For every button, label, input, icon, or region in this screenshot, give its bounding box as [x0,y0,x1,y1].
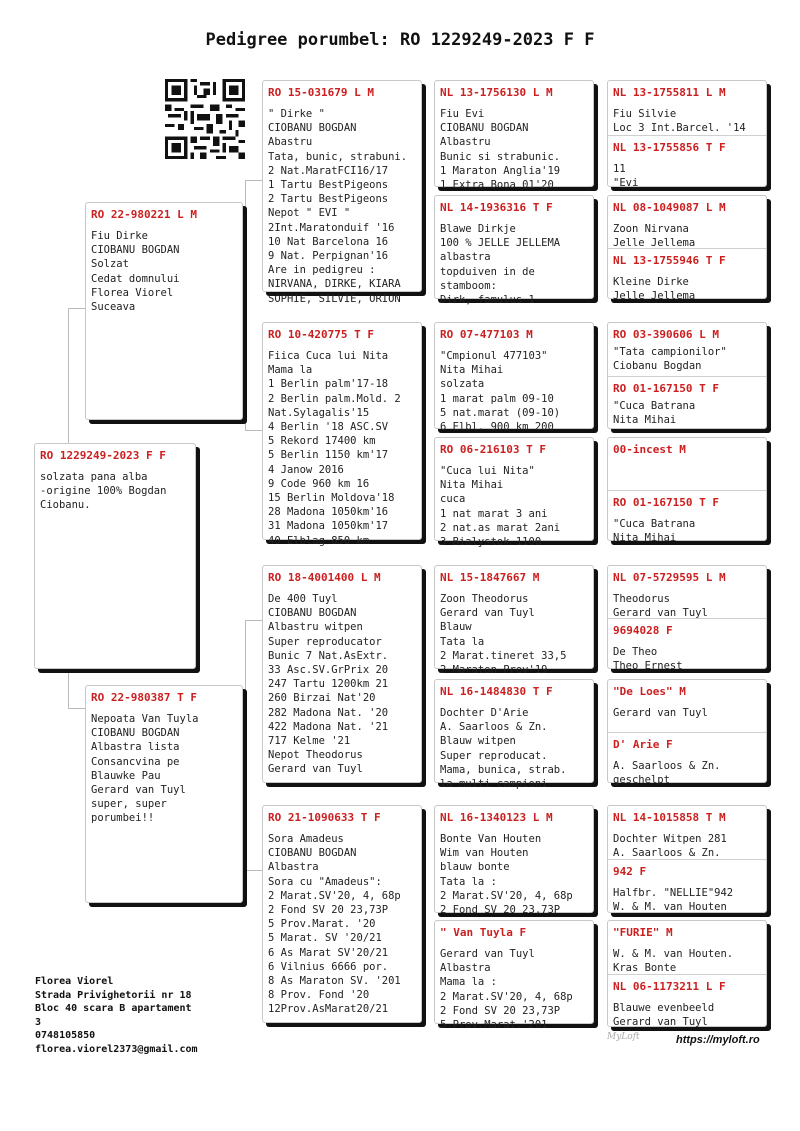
ring-number: NL 14-1015858 T M [613,811,726,824]
pigeon-notes: "Cmpionul 477103" Nita Mihai solzata 1 marat palm 09-10 5 nat.marat (09-10) 6 Elbl. 900 km 200 [440,350,561,434]
pigeon-notes: solzata pana alba -origine 100% Bogdan Ciobanu. [40,471,167,512]
ring-number: RO 03-390606 L M [613,328,719,341]
owner-apartment: 3 [35,1016,42,1028]
ring-number: NL 14-1936316 T F [440,201,553,214]
owner-email: florea.viorel2373@gmail.com [35,1043,198,1055]
myloft-logo: MyLoft [607,1032,640,1042]
ring-number: NL 13-1755811 L M [613,86,726,99]
great-grandparent-card[interactable] [434,805,594,917]
ring-number: NL 13-1755946 T F [613,254,726,267]
pigeon-notes: Sora Amadeus CIOBANU BOGDAN Albastra Sora cu "Amadeus": 2 Marat.SV'20, 4, 68p 2 Fond SV 20 23,73P 5 Prov.Marat. '20 5 Marat. SV '20/21 6 As Marat SV'20/21 6 Vilnius 6666 por. 8 As Maraton SV. '201 8 Prov. Fond '20 12Prov.AsMarat20/21 [268,833,401,1016]
great-grandparent-card[interactable] [434,80,594,192]
pigeon-notes: Halfbr. "NELLIE"942 W. & M. van Houten [613,887,734,914]
ring-number: NL 08-1049087 L M [613,201,726,214]
great-grandparent-card[interactable] [434,195,594,307]
paternal-grandmother-card[interactable] [262,322,422,547]
connector-line [245,180,246,430]
great-great-grandparents-card[interactable] [607,322,767,429]
ring-number: NL 07-5729595 L M [613,571,726,584]
page-title: Pedigree porumbel: RO 1229249-2023 F F [205,30,595,50]
qr-code-icon [165,79,245,159]
owner-block: Bloc 40 scara B apartament [35,1003,192,1015]
ring-number: 942 F [613,865,647,878]
owner-name: Florea Viorel [35,976,114,987]
pigeon-notes: 11 "Evi [613,163,639,190]
pigeon-notes: Gerard van Tuyl [613,707,708,719]
pigeon-notes: Fiu Evi CIOBANU BOGDAN Albastru Bunic si strabunic. 1 Maraton Anglia'19 1 Extra Bona 01'20 [440,108,561,192]
pigeon-notes: Dochter Witpen 281 A. Saarloos & Zn. [613,833,727,860]
ring-number: D' Arie F [613,738,673,751]
ring-number: NL 13-1755856 T F [613,141,726,154]
ring-number: RO 21-1090633 T F [268,811,381,824]
great-great-grandparents-card[interactable] [607,565,767,673]
connector-line [68,708,85,709]
pigeon-notes: Bonte Van Houten Wim van Houten blauw bonte Tata la : 2 Marat.SV'20, 4, 68p 2 Fond SV 20 23,73P [440,833,573,917]
pigeon-notes: " Dirke " CIOBANU BOGDAN Abastru Tata, bunic, strabuni. 2 Nat.MaratFCI16/17 1 Tartu BestPigeons 2 Tartu BestPigeons Nepot " EVI " 2Int.Maratonduif '16 10 Nat Barcelona 16 9 Nat. Perpignan'16 Are in pedigreu : NIRVANA, DIRKE, KIARA SOPHIE, SILVIE, ORION [268,108,408,305]
pigeon-notes: De Theo Theo Ernest [613,646,683,673]
footer-link[interactable]: https://myloft.ro [676,1034,760,1046]
owner-phone: 0748105850 [35,1030,96,1042]
connector-line [245,180,262,181]
ring-number: RO 18-4001400 L M [268,571,381,584]
paternal-grandfather-card[interactable] [262,80,422,305]
pigeon-notes: Zoon Nirvana Jelle Jellema [613,223,696,250]
ring-number: RO 06-216103 T F [440,443,546,456]
owner-street: Strada Privighetorii nr 18 [35,989,192,1001]
subject-card[interactable] [34,443,196,669]
great-great-grandparents-card[interactable] [607,80,767,190]
ring-number: RO 22-980387 T F [91,691,197,704]
ring-number: RO 15-031679 L M [268,86,374,99]
ring-number: RO 10-420775 T F [268,328,374,341]
ring-number: NL 06-1173211 L F [613,980,726,993]
connector-line [245,870,262,871]
ring-number: 9694028 F [613,624,673,637]
great-grandparent-card[interactable] [434,920,594,1032]
pigeon-notes: Kleine Dirke Jelle Jellema [613,276,696,303]
ring-number: RO 22-980221 L M [91,208,197,221]
great-grandparent-card[interactable] [434,437,594,549]
great-grandparent-card[interactable] [434,565,594,677]
ring-number: NL 16-1340123 L M [440,811,553,824]
mother-card[interactable] [85,685,243,903]
ring-number: 00-incest M [613,443,686,456]
ring-number: "FURIE" M [613,926,673,939]
pigeon-notes: Gerard van Tuyl Albastra Mama la : 2 Marat.SV'20, 4, 68p 2 Fond SV 20 23,73P 5 Prov.Marat.'201 [440,948,573,1032]
pigeon-notes: "Cuca lui Nita" Nita Mihai cuca 1 nat marat 3 ani 2 nat.as marat 2ani 3 Bialystok 1100 [440,465,561,549]
pigeon-notes: W. & M. van Houten. Kras Bonte [613,948,734,975]
pigeon-notes: De 400 Tuyl CIOBANU BOGDAN Albastru witpen Super reproducator Bunic 7 Nat.AsExtr. 33 Asc.SV.GrPrix 20 247 Tartu 1200km 21 260 Birzai Nat'20 282 Madona Nat. '20 422 Madona Nat. '21 717 Kelme '21 Nepot Theodorus Gerard van Tuyl [268,593,389,776]
ring-number: NL 13-1756130 L M [440,86,553,99]
pigeon-notes: Blawe Dirkje 100 % JELLE JELLEMA albastra topduiven in de stamboom: Dirk, famulus 1 [440,223,561,307]
pigeon-notes: "Cuca Batrana Nita Mihai [613,518,696,545]
maternal-grandmother-card[interactable] [262,805,422,1023]
ring-number: RO 01-167150 T F [613,382,719,395]
maternal-grandfather-card[interactable] [262,565,422,783]
ring-number: NL 16-1484830 T F [440,685,553,698]
pigeon-notes: A. Saarloos & Zn. geschelpt [613,760,721,787]
great-great-grandparents-card[interactable] [607,920,767,1027]
connector-line [68,308,85,309]
pigeon-notes: Fiu Silvie Loc 3 Int.Barcel. '14 [613,108,746,135]
great-grandparent-card[interactable] [434,322,594,434]
great-great-grandparents-card[interactable] [607,805,767,913]
ring-number: RO 01-167150 T F [613,496,719,509]
pigeon-notes: Zoon Theodorus Gerard van Tuyl Blauw Tata la 2 Marat.tineret 33,5 2 Maraton Prov'19 [440,593,567,677]
pigeon-notes: Fiica Cuca lui Nita Mama la 1 Berlin palm'17-18 2 Berlin palm.Mold. 2 Nat.Sylagalis'15 4 Berlin '18 ASC.SV 5 Rekord 17400 km 5 Berlin 1150 km'17 4 Janow 2016 9 Code 960 km 16 15 Berlin Moldova'18 28 Madona 1050km'16 31 Madona 1050km'17 40 Elblag 850 km [268,350,401,547]
ring-number: RO 1229249-2023 F F [40,449,166,462]
great-great-grandparents-card[interactable] [607,679,767,787]
father-card[interactable] [85,202,243,420]
pigeon-notes: Blauwe evenbeeld Gerard van Tuyl [613,1002,715,1029]
pigeon-notes: "Tata campionilor" Ciobanu Bogdan [613,346,727,373]
pigeon-notes: Theodorus Gerard van Tuyl [613,593,708,620]
ring-number: " Van Tuyla F [440,926,527,939]
ring-number: RO 07-477103 M [440,328,533,341]
owner-contact [35,975,198,1057]
great-great-grandparents-card[interactable] [607,195,767,303]
pigeon-notes: Dochter D'Arie A. Saarloos & Zn. Blauw witpen Super reproducat. Mama, bunica, strab. la multi campioni [440,707,567,791]
great-grandparent-card[interactable] [434,679,594,791]
connector-line [245,620,262,621]
ring-number: NL 15-1847667 M [440,571,540,584]
great-great-grandparents-card[interactable] [607,437,767,545]
connector-line [245,430,262,431]
pigeon-notes: Fiu Dirke CIOBANU BOGDAN Solzat Cedat domnului Florea Viorel Suceava [91,230,180,314]
connector-line [245,620,246,870]
ring-number: "De Loes" M [613,685,686,698]
pigeon-notes: "Cuca Batrana Nita Mihai [613,400,696,427]
pigeon-notes: Nepoata Van Tuyla CIOBANU BOGDAN Albastra lista Consancvina pe Blauwke Pau Gerard van Tuyl super, super porumbei!! [91,713,199,825]
